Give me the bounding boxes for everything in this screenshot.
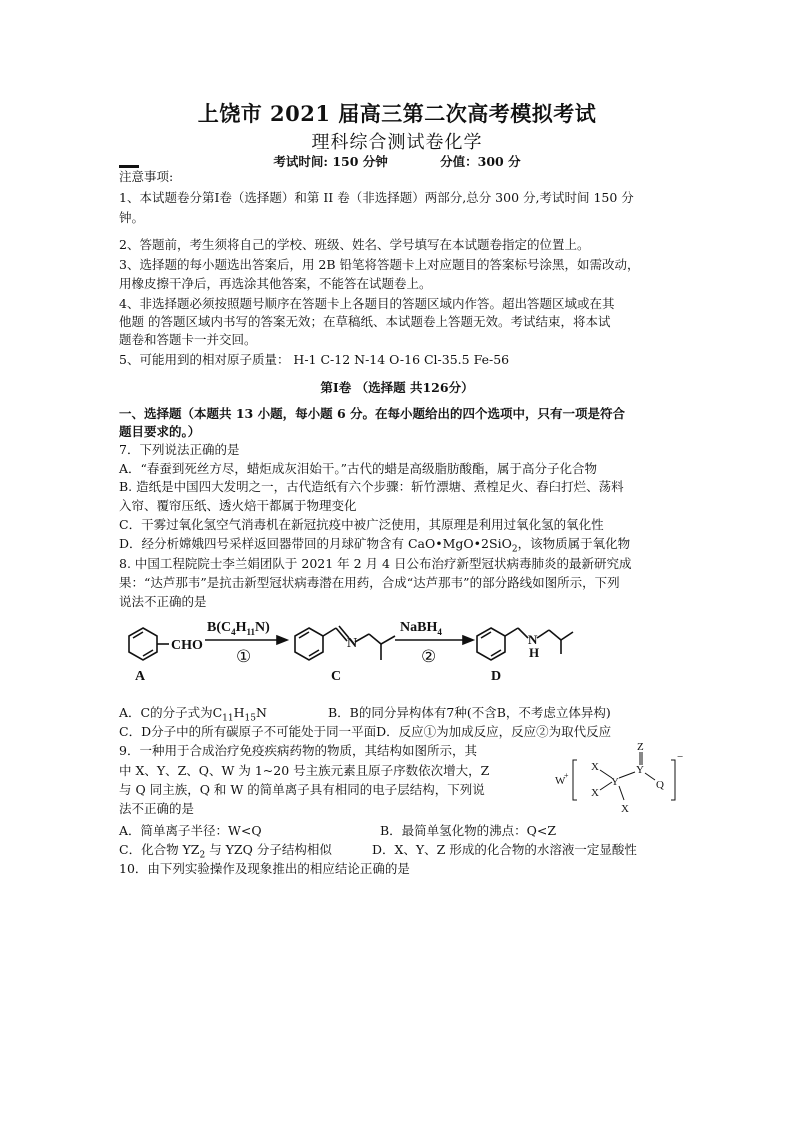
q9-stem-cont: 中 X、Y、Z、Q、W 为 1~20 号主族元素且原子序数依次增大，Z	[119, 763, 490, 778]
exam-subtitle: 理科综合测试卷化学	[311, 132, 483, 153]
svg-text:D: D	[491, 669, 502, 684]
part1-heading: 一、选择题（本题共 13 小题，每小题 6 分。在每小题给出的四个选项中，只有一项是符合	[119, 406, 626, 421]
q9-option-d: D．X、Y、Z 形成的化合物的水溶液一定显酸性	[372, 842, 637, 857]
q9-option-a: A．简单离子半径：W<Q	[119, 823, 262, 838]
q9-option-c: C．化合物 $YZ_2$ 与 YZQ 分子结构相似	[119, 842, 332, 861]
note-1: 1、本试题卷分第Ⅰ卷（选择题）和第 II 卷（非选择题）两部分,总分 300 分,考试时间 150 分	[119, 190, 634, 205]
q8-stem: 8. 中国工程院院士李兰娟团队于 2021 年 2 月 4 日公布治疗新型冠状病毒肺炎的最新研究成	[119, 556, 632, 571]
ionic-structure	[555, 740, 695, 820]
note-5: 5、可能用到的相对原子质量： H-1 C-12 N-14 O-16 Cl-35.5 Fe-56	[119, 352, 510, 367]
svg-text:②: ②	[421, 647, 437, 666]
svg-text:Y: Y	[636, 764, 644, 776]
svg-text:Y: Y	[611, 776, 619, 788]
part1-heading-cont: 题目要求的。）	[119, 424, 201, 439]
svg-text:C: C	[331, 669, 342, 684]
svg-text:CHO: CHO	[171, 638, 203, 653]
svg-text:+: +	[564, 771, 569, 780]
q8-option-b: B．B的同分异构体有7种(不含B，不考虑立体异构)	[328, 705, 611, 720]
q9-stem: 9．一种用于合成治疗免疫疾病药物的物质，其结构如图所示，其	[119, 743, 477, 758]
svg-text:①: ①	[236, 647, 252, 666]
svg-text:NaBH4: NaBH$_4$	[400, 620, 442, 637]
q9-stem-cont2: 与 Q 同主族，Q 和 W 的简单离子具有相同的电子层结构，下列说	[119, 782, 485, 797]
note-4-cont2: 题卷和答题卡一并交回。	[119, 332, 257, 347]
note-2: 2、答题前，考生须将自己的学校、班级、姓名、学号填写在本试题卷指定的位置上。	[119, 237, 590, 252]
svg-text:Q: Q	[656, 779, 664, 791]
exam-time: 考试时间: 150 分钟	[273, 154, 388, 169]
note-4: 4、非选择题必须按照题号顺序在答题卡上各题目的答题区域内作答。超出答题区域或在其	[119, 296, 615, 311]
svg-text:N: N	[347, 636, 358, 651]
svg-text:X: X	[621, 803, 629, 815]
q9-option-b: B．最简单氢化物的沸点：Q<Z	[380, 823, 557, 838]
svg-text:A: A	[135, 669, 146, 684]
note-1-cont: 钟。	[119, 210, 145, 225]
q8-stem-cont2: 说法不正确的是	[119, 594, 207, 609]
q7-option-b-cont: 入帘、覆帘压纸、透火焙干都属于物理变化	[119, 498, 357, 513]
note-3: 3、选择题的每小题选出答案后，用 2B 铅笔将答题卡上对应题目的答案标号涂黑，如需改动，	[119, 257, 640, 272]
q8-stem-cont: 果：“达芦那韦”是抗击新型冠状病毒潜在用药，合成“达芦那韦”的部分路线如图所示，下列	[119, 575, 620, 590]
q7-option-a: A．“春蚕到死丝方尽，蜡炬成灰泪始干。”古代的蜡是高级脂肪酸酯，属于高分子化合物	[119, 461, 598, 476]
svg-text:W: W	[555, 775, 566, 787]
svg-text:Z: Z	[637, 741, 644, 753]
q10-stem: 10．由下列实验操作及现象推出的相应结论正确的是	[119, 861, 410, 876]
q7-stem: 7．下列说法正确的是	[119, 442, 240, 457]
svg-text:−: −	[677, 751, 684, 763]
svg-text:B(C4H11N): $B(C_4H_{11}N)$	[207, 620, 270, 637]
synthesis-scheme	[125, 614, 575, 684]
note-3-cont: 用橡皮擦干净后，再选涂其他答案，不能答在试题卷上。	[119, 276, 432, 291]
svg-text:X: X	[591, 761, 599, 773]
exam-score: 分值：300 分	[440, 154, 521, 169]
q7-option-b: B. 造纸是中国四大发明之一，古代造纸有六个步骤：斩竹漂塘、煮楻足火、舂臼打烂、荡料	[119, 479, 624, 494]
notes-heading: 注意事项:	[119, 169, 174, 184]
section-heading: 第Ⅰ卷 （选择题 共126分）	[320, 380, 474, 395]
exam-title: 上饶市 2021 届高三第二次高考模拟考试	[197, 101, 597, 126]
svg-text:N: N	[528, 632, 538, 647]
q8-option-a: A．C的分子式为$C_{11}H_{15}N$	[119, 705, 267, 724]
q7-option-c: C．干雾过氧化氢空气消毒机在新冠抗疫中被广泛使用，其原理是利用过氧化氢的氧化性	[119, 517, 604, 532]
q8-option-cd: C．D分子中的所有碳原子不可能处于同一平面D．反应①为加成反应，反应②为取代反应	[119, 724, 612, 739]
note-4-cont: 他题 的答题区域内书写的答案无效；在草稿纸、本试题卷上答题无效。考试结束，将本试	[119, 314, 611, 329]
svg-text:X: X	[591, 787, 599, 799]
q9-stem-cont3: 法不正确的是	[119, 801, 195, 816]
svg-text:H: H	[529, 645, 540, 660]
q7-option-d: D．经分析嫦娥四号采样返回器带回的月球矿物含有 CaO•MgO•2SiO$_2$，该物质属于氧化物	[119, 536, 631, 555]
